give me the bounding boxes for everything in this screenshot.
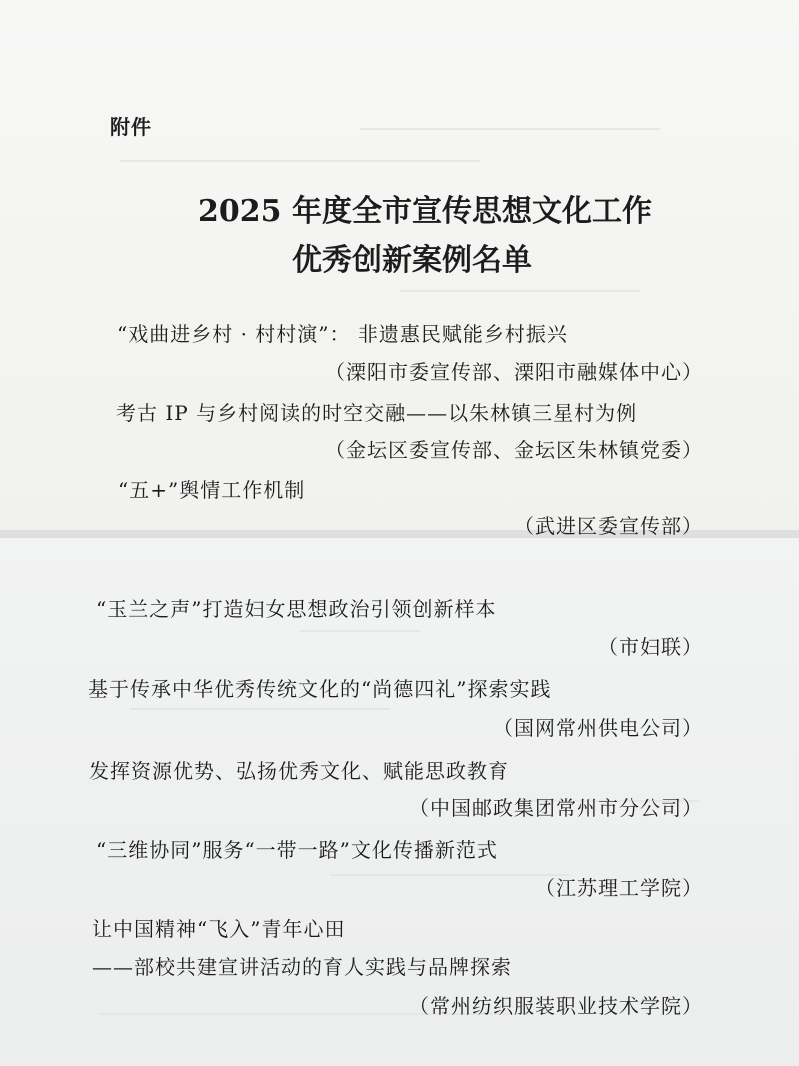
attachment-label: 附件 xyxy=(110,115,152,139)
case-organization: （江苏理工学院） xyxy=(535,876,703,900)
case-title: 发挥资源优势、弘扬优秀文化、赋能思政教育 xyxy=(89,759,509,783)
bleed-through-line xyxy=(130,708,390,710)
bleed-through-line xyxy=(300,630,420,632)
case-title: “五+”舆情工作机制 xyxy=(118,478,306,502)
case-organization: （中国邮政集团常州市分公司） xyxy=(409,796,703,820)
case-title: “三维协同”服务“一带一路”文化传播新范式 xyxy=(96,838,498,862)
bleed-through-line xyxy=(330,874,570,876)
case-title: 让中国精神“飞入”青年心田 xyxy=(92,917,346,941)
case-title: 基于传承中华优秀传统文化的“尚德四礼”探索实践 xyxy=(88,677,552,701)
case-title: “戏曲进乡村 · 村村演”： 非遗惠民赋能乡村振兴 xyxy=(117,322,568,346)
case-title: 考古 IP 与乡村阅读的时空交融——以朱林镇三星村为例 xyxy=(116,401,638,425)
document-title-line2: 优秀创新案例名单 xyxy=(292,243,532,278)
bleed-through-line xyxy=(360,128,660,130)
document-title-line1: 2025 年度全市宣传思想文化工作 xyxy=(198,194,652,229)
case-organization: （国网常州供电公司） xyxy=(493,716,703,740)
bleed-through-line xyxy=(120,160,480,162)
case-title: “玉兰之声”打造妇女思想政治引领创新样本 xyxy=(96,597,497,621)
case-organization: （金坛区委宣传部、金坛区朱林镇党委） xyxy=(325,438,703,462)
case-organization: （溧阳市委宣传部、溧阳市融媒体中心） xyxy=(325,360,703,384)
bleed-through-line xyxy=(400,290,640,292)
case-organization: （市妇联） xyxy=(598,635,703,659)
case-organization: （武进区委宣传部） xyxy=(514,514,703,538)
case-organization: （常州纺织服装职业技术学院） xyxy=(409,994,703,1018)
case-subtitle: ——部校共建宣讲活动的育人实践与品牌探索 xyxy=(92,955,512,979)
